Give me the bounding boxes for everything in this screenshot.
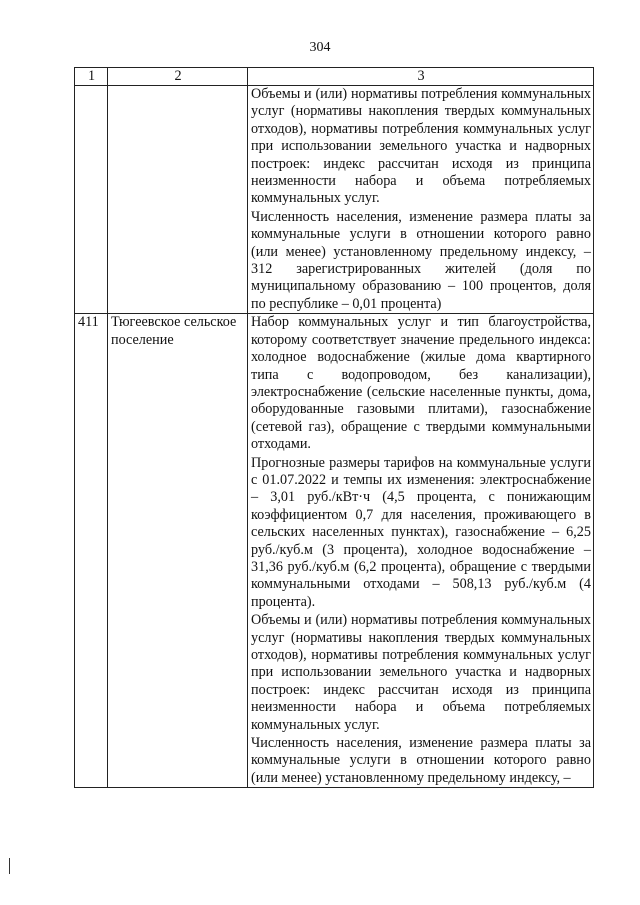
- paragraph-volumes: Объемы и (или) нормативы потребления коммунальных услуг (нормативы накопления твердых коммунальных отходов), нормативы потребления коммунальных услуг при использовании земельного участка и надворных построек: индекс рассчитан исходя из принципа неизменности набора и объема потребляемых коммунальных услуг.: [251, 86, 591, 207]
- margin-mark: [9, 858, 10, 874]
- header-col-2: 2: [108, 68, 248, 86]
- paragraph-tariffs: Прогнозные размеры тарифов на коммунальные услуги с 01.07.2022 и темпы их изменения: электроснабжение – 3,01 руб./кВт·ч (4,5 процента, с понижающим коэффициентом 0,7 для населения, проживающего в сельских населенных пунктах), газоснабжение – 6,25 руб./куб.м (3 процента), холодное водоснабжение – 31,36 руб./куб.м (6,2 процента), обращение с твердыми коммунальными отходами – 508,13 руб./куб.м (4 процента).: [251, 454, 591, 610]
- row-number-cell: [75, 86, 108, 314]
- paragraph-population: Численность населения, изменение размера платы за коммунальные услуги в отношении которого равно (или менее) установленному предельному индексу, –: [251, 735, 591, 786]
- row-text-cell: [248, 314, 594, 788]
- row-text-cell: [248, 86, 594, 314]
- paragraph-population: Численность населения, изменение размера платы за коммунальные услуги в отношении которого равно (или менее) установленному предельному индексу, – 312 зарегистрированных жителей (доля по муниципальному образованию – 100 процентов, доля по республике – 0,01 процента): [251, 208, 591, 312]
- header-col-1: 1: [75, 68, 108, 86]
- row-name-cell: Тюгеевское сельское поселение: [108, 314, 248, 788]
- indices-table: [74, 67, 594, 788]
- paragraph-volumes: Объемы и (или) нормативы потребления коммунальных услуг (нормативы накопления твердых коммунальных отходов), нормативы потребления коммунальных услуг при использовании земельного участка и надворных построек: индекс рассчитан исходя из принципа неизменности набора и объема потребляемых коммунальных услуг.: [251, 612, 591, 733]
- table-header-row: [75, 68, 594, 86]
- table-row-continued: [75, 86, 594, 314]
- table-row: [75, 314, 594, 788]
- row-number-cell: 411: [75, 314, 108, 788]
- row-name-cell: [108, 86, 248, 314]
- header-col-3: 3: [248, 68, 594, 86]
- paragraph-services-set: Набор коммунальных услуг и тип благоустройства, которому соответствует значение предельного индекса: холодное водоснабжение (жилые дома квартирного типа с водопроводом, без канализации), электроснабжение (сельские населенные пункты, дома, оборудованные газовыми плитами), газоснабжение (сетевой газ), обращение с твердыми коммунальными отходами.: [251, 314, 591, 453]
- page-number: 304: [309, 40, 331, 55]
